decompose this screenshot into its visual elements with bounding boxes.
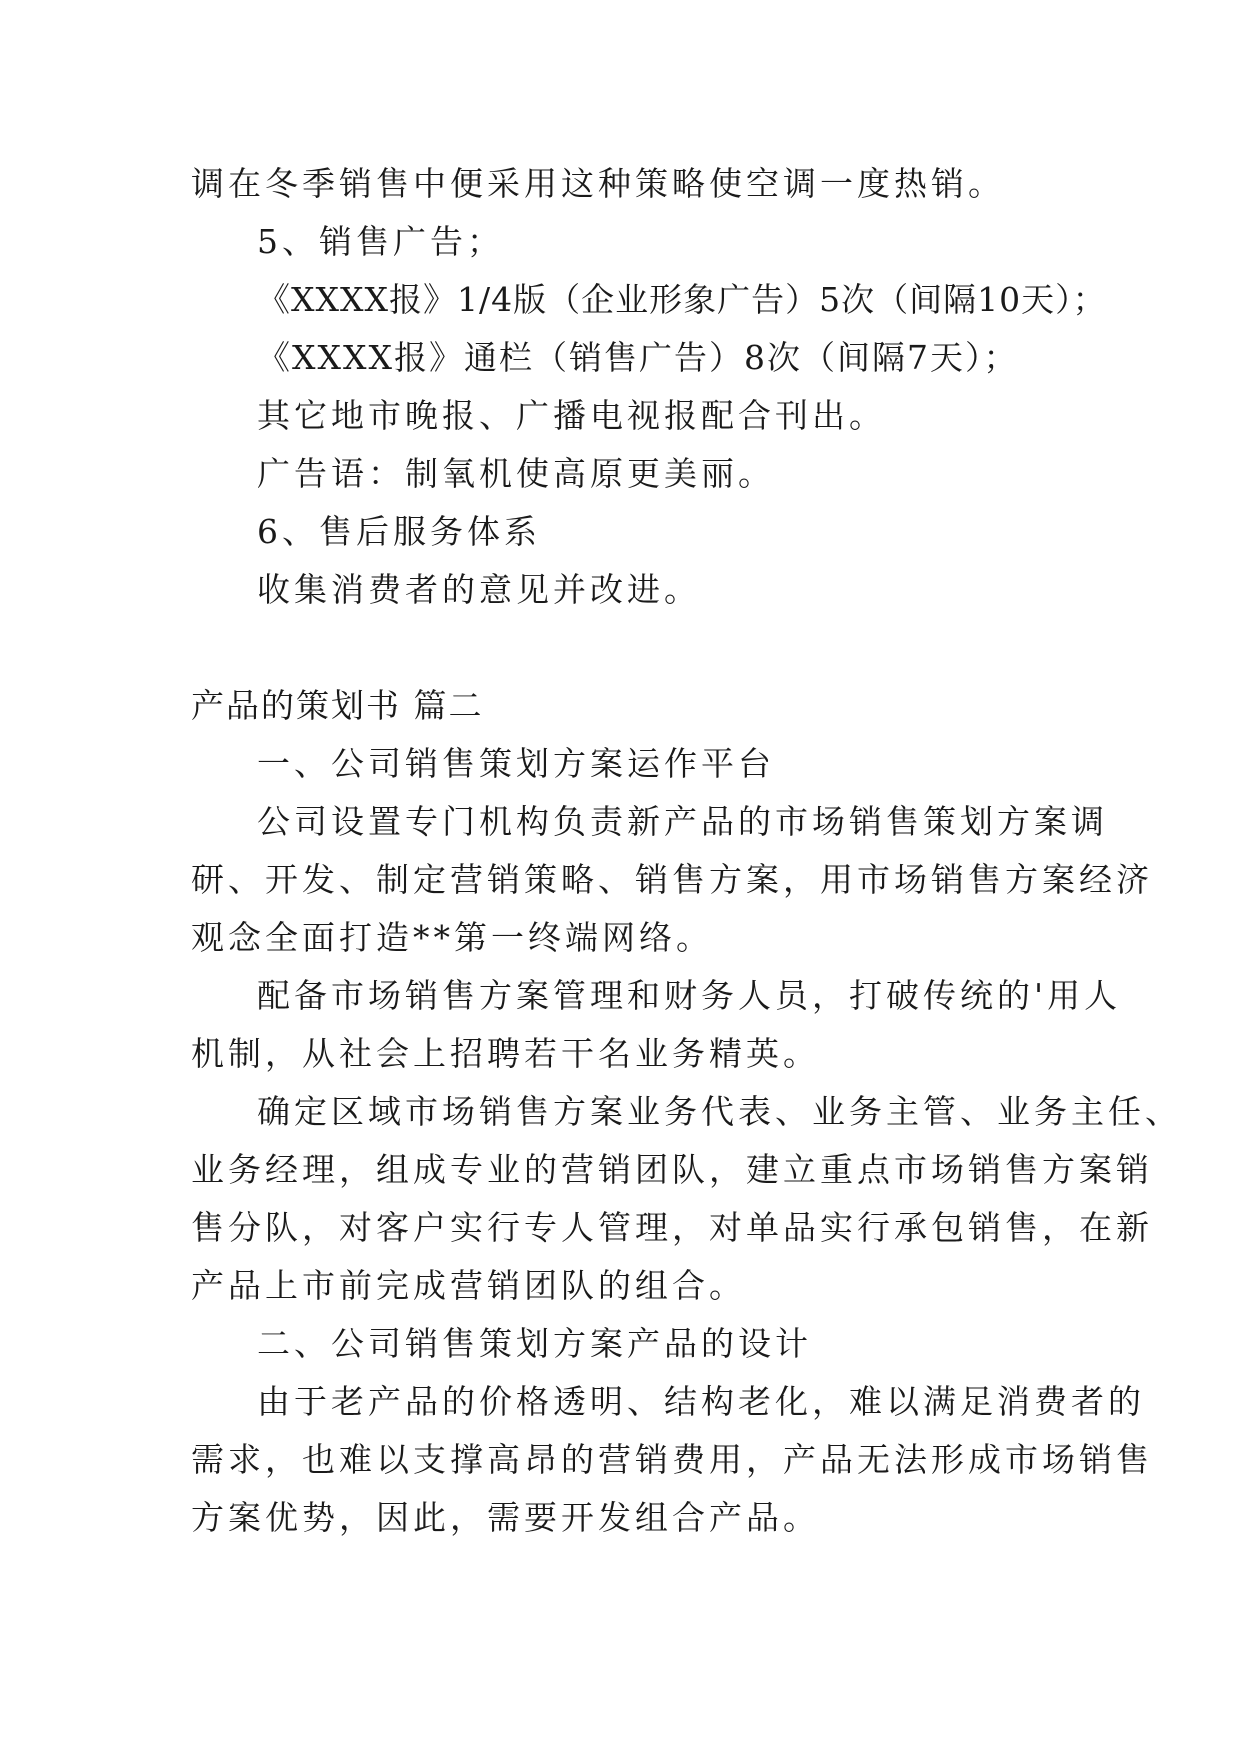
paragraph-line: 调在冬季销售中便采用这种策略使空调一度热销。	[191, 164, 1005, 203]
paragraph-line: 需求，也难以支撑高昂的营销费用，产品无法形成市场销售	[191, 1440, 1153, 1479]
paragraph-line: 公司设置专门机构负责新产品的市场销售策划方案调	[257, 802, 1108, 841]
paragraph-line: 产品上市前完成营销团队的组合。	[191, 1266, 746, 1305]
paragraph-line: 研、开发、制定营销策略、销售方案，用市场销售方案经济	[191, 860, 1153, 899]
section-heading: 二、公司销售策划方案产品的设计	[257, 1324, 812, 1363]
paragraph-line: 方案优势，因此，需要开发组合产品。	[191, 1498, 820, 1537]
paragraph-line: 确定区域市场销售方案业务代表、业务主管、业务主任、	[257, 1092, 1182, 1131]
section-heading: 5、销售广告；	[257, 222, 504, 261]
paragraph-line: 其它地市晚报、广播电视报配合刊出。	[257, 396, 886, 435]
paragraph-line: 收集消费者的意见并改进。	[257, 570, 701, 609]
paragraph-line: 业务经理，组成专业的营销团队，建立重点市场销售方案销	[191, 1150, 1153, 1189]
paragraph-line: 观念全面打造**第一终端网络。	[191, 918, 713, 957]
paragraph-line: 《XXXX报》通栏（销售广告）8次（间隔7天）；	[257, 338, 1019, 377]
section-heading: 6、售后服务体系	[257, 512, 541, 551]
paragraph-line: 由于老产品的价格透明、结构老化，难以满足消费者的	[257, 1382, 1145, 1421]
paragraph-line: 售分队，对客户实行专人管理，对单品实行承包销售，在新	[191, 1208, 1153, 1247]
section-heading: 一、公司销售策划方案运作平台	[257, 744, 775, 783]
paragraph-line: 广告语：制氧机使高原更美丽。	[257, 454, 775, 493]
paragraph-line: 机制，从社会上招聘若干名业务精英。	[191, 1034, 820, 1073]
paragraph-line: 配备市场销售方案管理和财务人员，打破传统的'用人	[257, 976, 1122, 1015]
paragraph-line: 《XXXX报》1/4版（企业形象广告）5次（间隔10天）；	[257, 280, 1107, 319]
article-title: 产品的策划书 篇二	[191, 686, 484, 725]
